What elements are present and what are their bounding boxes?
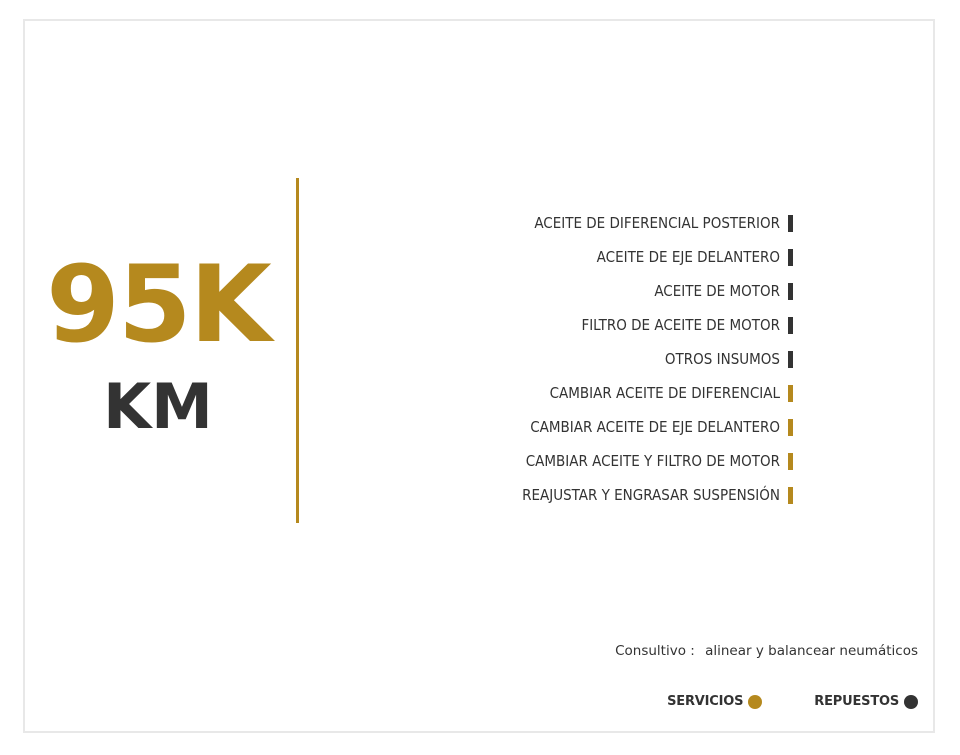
- task-category-marker: [788, 351, 793, 368]
- task-category-marker: [788, 385, 793, 402]
- mileage-unit: KM: [103, 370, 213, 443]
- task-label: CAMBIAR ACEITE DE DIFERENCIAL: [549, 384, 780, 402]
- task-category-marker: [788, 249, 793, 266]
- task-category-marker: [788, 453, 793, 470]
- task-item: [522, 274, 793, 308]
- task-label: ACEITE DE DIFERENCIAL POSTERIOR: [534, 214, 780, 232]
- task-category-marker: [788, 215, 793, 232]
- mileage-value: 95K: [46, 243, 270, 366]
- legend-label-repuestos: REPUESTOS: [814, 694, 899, 709]
- task-label: CAMBIAR ACEITE DE EJE DELANTERO: [530, 418, 780, 436]
- task-label: REAJUSTAR Y ENGRASAR SUSPENSIÓN: [522, 486, 780, 504]
- task-label: CAMBIAR ACEITE Y FILTRO DE MOTOR: [525, 452, 780, 470]
- legend-dot-repuestos: [904, 695, 918, 709]
- task-item: [522, 308, 793, 342]
- legend: [667, 694, 918, 709]
- task-label: FILTRO DE ACEITE DE MOTOR: [581, 316, 780, 334]
- legend-dot-servicios: [748, 695, 762, 709]
- task-category-marker: [788, 487, 793, 504]
- advisory-note-text: alinear y balancear neumáticos: [705, 643, 918, 659]
- task-item: [522, 410, 793, 444]
- task-item: [522, 376, 793, 410]
- legend-item-repuestos: [814, 694, 918, 709]
- task-label: OTROS INSUMOS: [664, 350, 780, 368]
- maintenance-task-list: [522, 206, 793, 512]
- task-item: [522, 240, 793, 274]
- advisory-note: [615, 643, 918, 659]
- task-label: ACEITE DE MOTOR: [654, 282, 780, 300]
- legend-label-servicios: SERVICIOS: [667, 694, 744, 709]
- advisory-note-label: Consultivo :: [615, 643, 695, 659]
- task-category-marker: [788, 283, 793, 300]
- task-category-marker: [788, 317, 793, 334]
- vertical-divider: [296, 178, 299, 523]
- legend-item-servicios: [667, 694, 762, 709]
- task-label: ACEITE DE EJE DELANTERO: [596, 248, 780, 266]
- task-item: [522, 342, 793, 376]
- task-item: [522, 444, 793, 478]
- task-category-marker: [788, 419, 793, 436]
- task-item: [522, 478, 793, 512]
- task-item: [522, 206, 793, 240]
